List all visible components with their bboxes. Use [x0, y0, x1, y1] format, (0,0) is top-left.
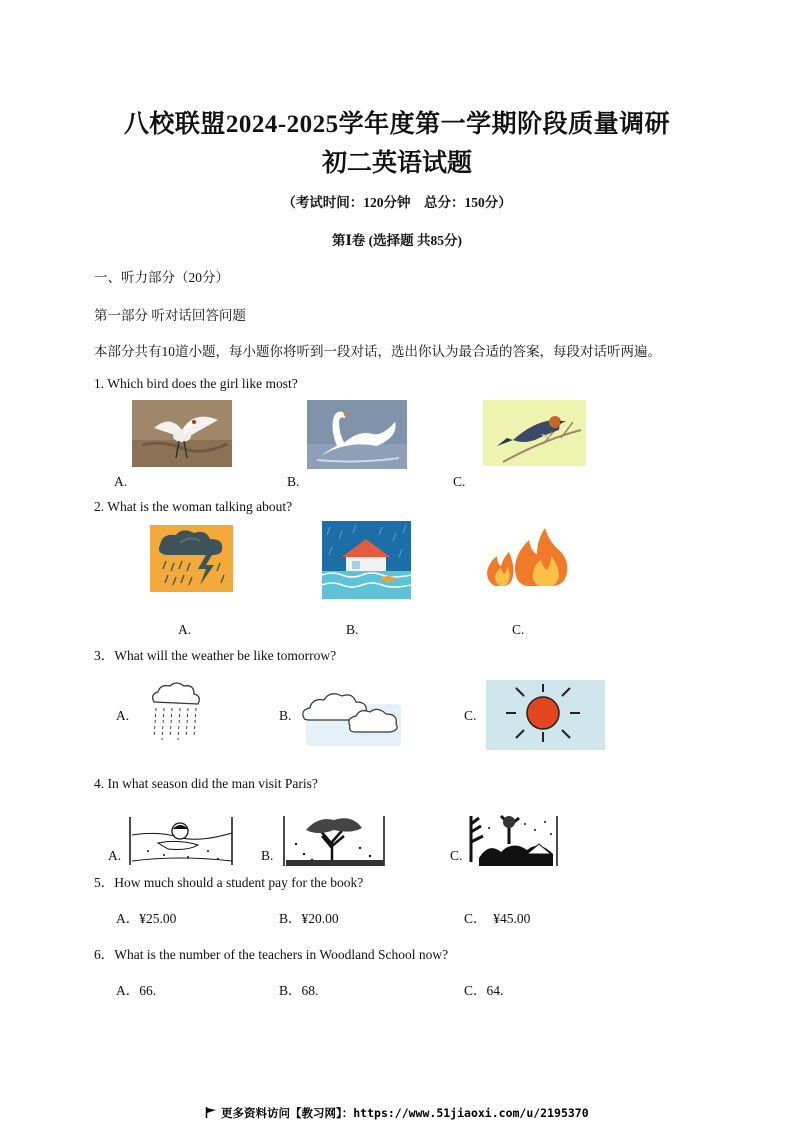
summer-beach-image[interactable]	[128, 815, 234, 865]
flag-icon	[205, 1107, 217, 1118]
question-6-text: 6．What is the number of the teachers in Woodland School now?	[94, 947, 449, 962]
section-subheading: 第一部分 听对话回答问题	[94, 308, 246, 323]
q5-option-b[interactable]: B．¥20.00	[279, 911, 339, 926]
exam-subtitle: 初二英语试题	[321, 150, 472, 177]
fire-image[interactable]	[485, 526, 571, 588]
q3-option-c[interactable]: C.	[464, 708, 477, 723]
rain-cloud-image[interactable]	[146, 680, 204, 742]
q5-option-c[interactable]: C． ¥45.00	[464, 911, 531, 926]
q6-option-b[interactable]: B．68.	[279, 983, 319, 998]
flood-image[interactable]	[322, 521, 411, 599]
q4-option-a[interactable]: A.	[108, 848, 122, 863]
storm-image[interactable]	[150, 525, 233, 592]
q1-option-a[interactable]: A.	[114, 474, 128, 489]
question-2-text: 2. What is the woman talking about?	[94, 499, 293, 514]
question-4-text: 4. In what season did the man visit Paris?	[94, 776, 318, 791]
q3-option-b[interactable]: B.	[279, 708, 292, 723]
question-1-text: 1. Which bird does the girl like most?	[94, 376, 298, 391]
section-instructions: 本部分共有10道小题，每小题你将听到一段对话，选出你认为最合适的答案，每段对话听两遍。	[94, 344, 661, 359]
winter-scene-image[interactable]	[465, 814, 559, 866]
q4-option-c[interactable]: C.	[450, 848, 463, 863]
q3-option-a[interactable]: A.	[116, 708, 130, 723]
exam-info: （考试时间：120分钟 总分：150分）	[282, 195, 512, 210]
question-3-text: 3．What will the weather be like tomorrow?	[94, 648, 337, 663]
q5-option-a[interactable]: A．¥25.00	[116, 911, 177, 926]
q2-option-b[interactable]: B.	[346, 622, 359, 637]
question-5-text: 5．How much should a student pay for the book?	[94, 875, 364, 890]
section-heading: 一、听力部分（20分）	[94, 270, 229, 285]
q1-option-b[interactable]: B.	[287, 474, 300, 489]
q2-option-c[interactable]: C.	[512, 622, 525, 637]
swan-image[interactable]	[307, 400, 407, 469]
crane-image[interactable]	[132, 400, 232, 467]
exam-title: 八校联盟2024-2025学年度第一学期阶段质量调研	[123, 111, 671, 138]
cloudy-image[interactable]	[300, 686, 401, 746]
paper-part-heading: 第Ⅰ卷 (选择题 共85分)	[331, 233, 463, 248]
footer-text[interactable]: 更多资料访问【教习网】：https://www.51jiaoxi.com/u/2195370	[221, 1106, 589, 1120]
q4-option-b[interactable]: B.	[261, 848, 274, 863]
q6-option-a[interactable]: A．66.	[116, 983, 157, 998]
q6-option-c[interactable]: C．64.	[464, 983, 504, 998]
autumn-tree-image[interactable]	[282, 814, 386, 866]
footer-link[interactable]	[205, 1105, 589, 1121]
sunny-image[interactable]	[486, 680, 605, 750]
q2-option-a[interactable]: A.	[178, 622, 192, 637]
q1-option-c[interactable]: C.	[453, 474, 466, 489]
swallow-image[interactable]	[483, 400, 586, 466]
